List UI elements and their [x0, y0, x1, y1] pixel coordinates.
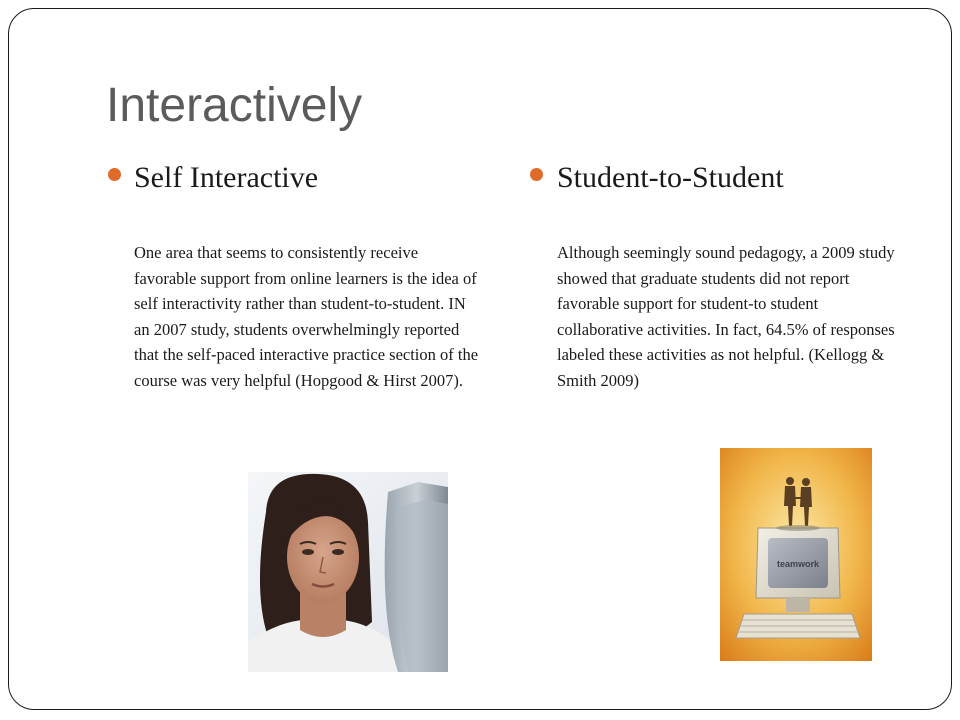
teamwork-computer-photo [720, 448, 872, 661]
paragraph-self-interactive: One area that seems to consistently receive favorable support from online learners is the idea of self interactivity rather than student-to-student. IN an 2007 study, students overwhelmingly reported that the self-paced interactive practice section of the course was very helpful (Hopgood & Hirst 2007). [134, 243, 479, 390]
heading-student-to-student: Student-to-Student [557, 161, 784, 194]
teamwork-screen-text: teamwork [776, 559, 820, 569]
woman-at-computer-photo [248, 472, 448, 672]
bullet-dot-left [108, 168, 121, 181]
paragraph-student-to-student: Although seemingly sound pedagogy, a 2009 study showed that graduate students did not report favorable support for student-to student collaborative activities. In fact, 64.5% of responses labeled these activities as not helpful. (Kellogg & Smith 2009) [557, 243, 895, 390]
heading-self-interactive: Self Interactive [134, 161, 319, 194]
slide-title: Interactively [106, 79, 363, 132]
bullet-dot-right [530, 168, 543, 181]
